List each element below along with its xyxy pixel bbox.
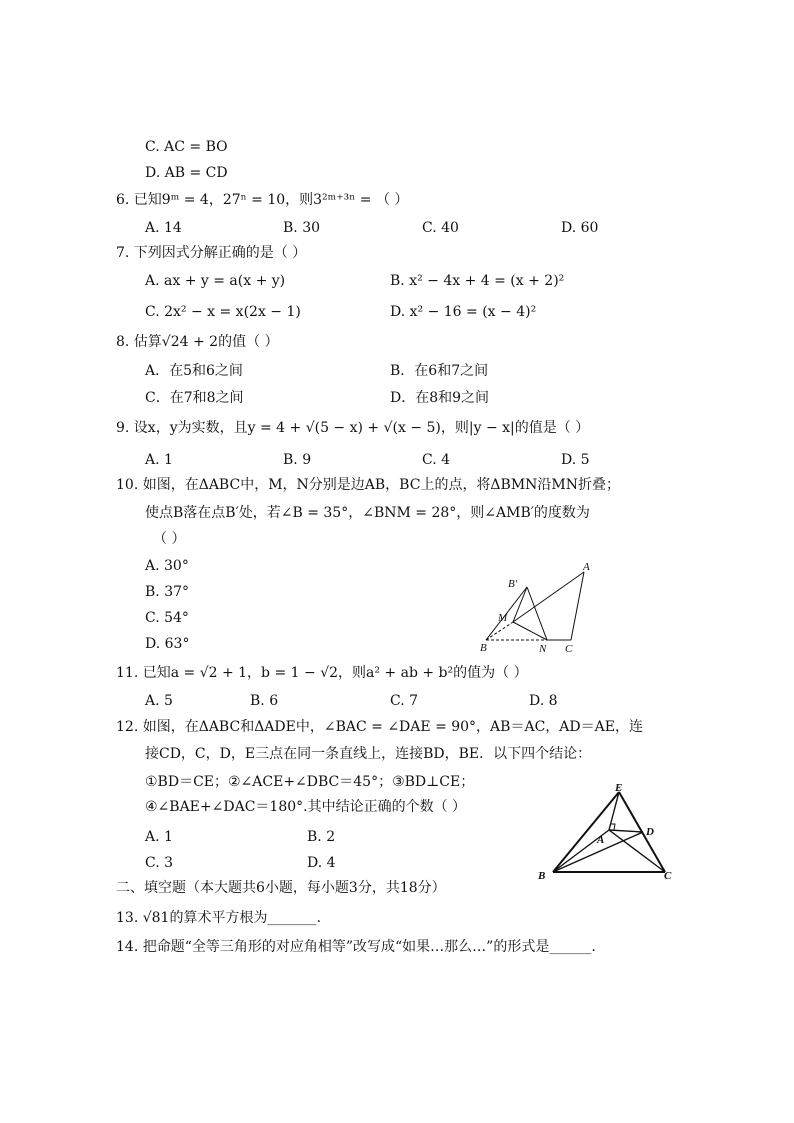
q6-option-d: D. 60: [561, 220, 599, 236]
q12-option-d: D. 4: [307, 855, 336, 871]
q9-option-c: C. 4: [422, 452, 451, 468]
q13-stem: 13. √81的算术平方根为_______.: [116, 910, 321, 926]
q12-option-a: A. 1: [145, 829, 173, 845]
q11-stem: 11. 已知a = √2 + 1，b = 1 − √2，则a² + ab + b²的值为（ ）: [116, 665, 528, 681]
q8-option-c: C．在7和8之间: [145, 390, 244, 406]
q10-label-n: N: [539, 643, 547, 655]
q12-label-b: B: [538, 870, 546, 882]
q10-option-a: A. 30°: [145, 558, 189, 574]
q7-option-a: A. ax + y = a(x + y): [145, 273, 286, 289]
q10-edge-bm-dashed: [486, 622, 513, 640]
q14-stem: 14. 把命题“全等三角形的对应角相等”改写成“如果…那么…”的形式是______.: [116, 939, 596, 955]
q6-option-b: B. 30: [283, 220, 321, 236]
q10-label-b: B: [480, 642, 487, 654]
q12-option-c: C. 3: [145, 855, 174, 871]
q12-line1: 12. 如图，在ΔABC和ΔADE中，∠BAC = ∠DAE = 90°，AB＝AC，AD＝AE，连: [116, 719, 643, 735]
q12-edge-ac: [609, 830, 665, 872]
q12-edge-be: [553, 792, 619, 872]
q6-option-a: A. 14: [145, 220, 182, 236]
q10-label-m: M: [498, 612, 508, 624]
q10-triangle-figure: [470, 555, 610, 655]
q6-option-c: C. 40: [422, 220, 459, 236]
q10-option-b: B. 37°: [145, 584, 190, 600]
q9-stem: 9. 设x，y为实数，且y = 4 + √(5 − x) + √(x − 5)，则|y − x|的值是（ ）: [116, 420, 590, 436]
q10-edge-bprime-n: [527, 587, 547, 640]
q12-option-b: B. 2: [307, 829, 336, 845]
q10-label-bprime: B′: [508, 578, 518, 590]
q11-option-b: B. 6: [250, 693, 279, 709]
q10-edge-ma: [513, 572, 584, 622]
q8-option-b: B．在6和7之间: [390, 363, 489, 379]
q11-option-a: A. 5: [145, 693, 173, 709]
q12-line3: ①BD＝CE；②∠ACE+∠DBC＝45°；③BD⊥CE；: [145, 774, 475, 790]
q12-line2: 接CD，C，D，E三点在同一条直线上，连接BD，BE．以下四个结论：: [145, 746, 592, 762]
q12-edge-ad: [609, 830, 643, 832]
q10-edge-mn: [513, 622, 547, 640]
q9-option-b: B. 9: [283, 452, 312, 468]
q9-option-d: D. 5: [561, 452, 590, 468]
q10-option-d: D. 63°: [145, 636, 190, 652]
q5-option-d: D. AB = CD: [145, 165, 228, 181]
q12-label-c: C: [664, 870, 672, 882]
q12-triangle-figure: [533, 780, 688, 885]
section-heading-fill-in: 二、填空题（本大题共6小题，每小题3分，共18分）: [116, 880, 446, 896]
q10-option-c: C. 54°: [145, 610, 189, 626]
q10-line2: 使点B落在点B′处，若∠B = 35°，∠BNM = 28°，则∠AMB′的度数为: [145, 505, 590, 521]
q8-option-d: D．在8和9之间: [390, 390, 490, 406]
q8-stem: 8. 估算√24 + 2的值（ ）: [116, 334, 279, 350]
q9-option-a: A. 1: [145, 452, 173, 468]
q10-line3: （ ）: [153, 531, 186, 547]
q10-line1: 10. 如图，在ΔABC中，M，N分别是边AB，BC上的点，将ΔBMN沿MN折叠；: [116, 477, 621, 493]
q11-option-c: C. 7: [390, 693, 419, 709]
q5-option-c: C. AC = BO: [145, 139, 228, 155]
q7-option-c: C. 2x² − x = x(2x − 1): [145, 304, 301, 320]
q7-stem: 7. 下列因式分解正确的是（ ）: [116, 245, 307, 261]
q7-option-b: B. x² − 4x + 4 = (x + 2)²: [390, 273, 565, 289]
q6-stem: 6. 已知9ᵐ = 4，27ⁿ = 10，则3²ᵐ⁺³ⁿ = （ ）: [116, 192, 409, 208]
q7-option-d: D. x² − 16 = (x − 4)²: [390, 304, 537, 320]
q12-label-e: E: [615, 782, 623, 794]
q12-line4: ④∠BAE+∠DAC＝180°.其中结论正确的个数（ ）: [145, 799, 467, 815]
q10-label-c: C: [565, 643, 573, 655]
q11-option-d: D. 8: [529, 693, 558, 709]
q8-option-a: A．在5和6之间: [145, 363, 243, 379]
q12-label-a: A: [597, 834, 605, 846]
q10-edge-ac: [571, 572, 584, 640]
q12-label-d: D: [646, 826, 654, 838]
q10-label-a: A: [583, 561, 590, 573]
